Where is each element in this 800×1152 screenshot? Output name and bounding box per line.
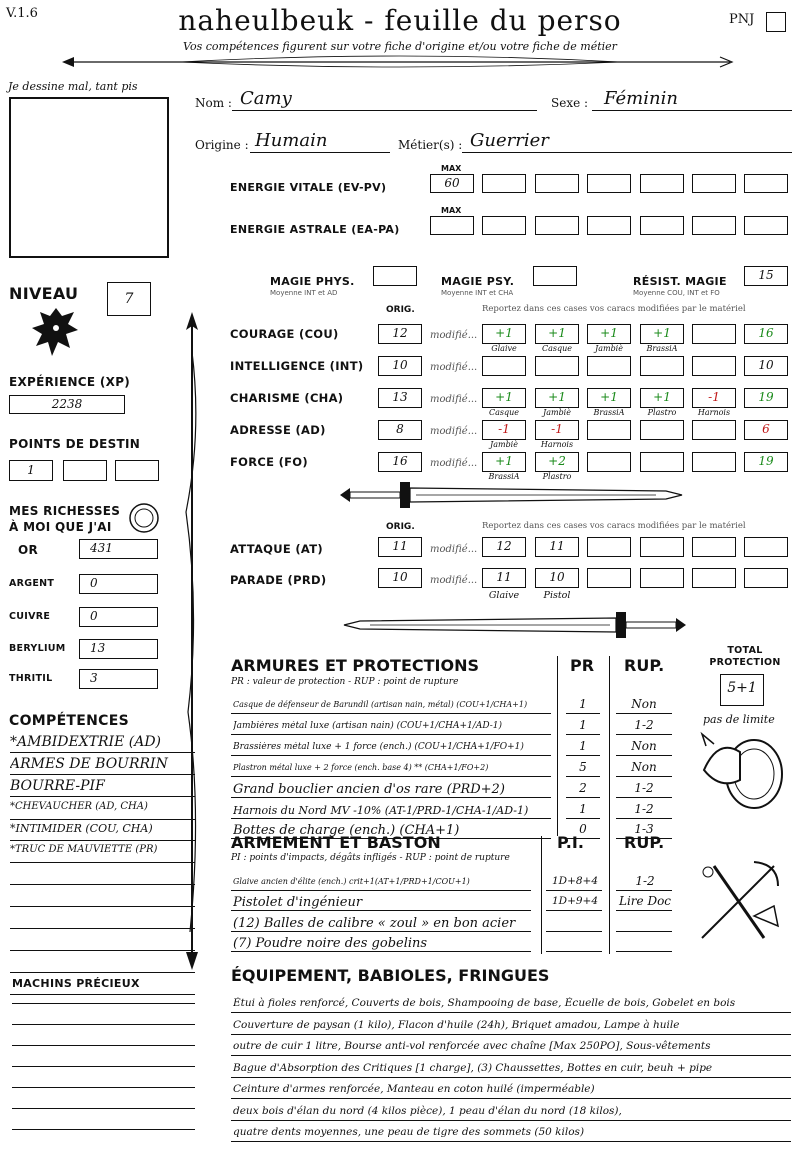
armor-name[interactable]: Harnois du Nord MV -10% (AT-1/PRD-1/CHA-1/AD-1) bbox=[233, 803, 529, 817]
machins-label: MACHINS PRÉCIEUX bbox=[12, 977, 140, 990]
machins-line bbox=[12, 1087, 195, 1088]
armor-name[interactable]: Grand bouclier ancien d'os rare (PRD+2) bbox=[233, 781, 505, 797]
niveau-label: NIVEAU bbox=[9, 284, 79, 303]
ev-box-extra[interactable] bbox=[587, 174, 631, 193]
armor-line bbox=[231, 818, 551, 819]
destin-box-3[interactable] bbox=[115, 460, 159, 481]
armor-rup[interactable]: 1-2 bbox=[634, 718, 654, 732]
armor-rup[interactable]: 1-2 bbox=[634, 802, 654, 816]
combat-orig-0[interactable]: 11 bbox=[378, 537, 422, 557]
armor-line bbox=[616, 734, 672, 735]
money-label-4: THRITIL bbox=[9, 673, 53, 684]
limit-note: pas de limite bbox=[703, 713, 775, 726]
metier-value[interactable]: Guerrier bbox=[470, 130, 549, 151]
stat-modifie-label: modifié... bbox=[430, 458, 478, 469]
armor-line bbox=[566, 797, 600, 798]
stats-note: Reportez dans ces cases vos caracs modifiées par le matériel bbox=[482, 304, 746, 314]
weapon-line bbox=[231, 951, 531, 952]
destin-box-2[interactable] bbox=[63, 460, 107, 481]
combat-label: ATTAQUE (AT) bbox=[230, 542, 323, 556]
stat-label: FORCE (FO) bbox=[230, 455, 308, 469]
equipment-line-text[interactable]: Bague d'Absorption des Critiques [1 charge], (3) Chaussettes, Bottes en cuir, beuh + pipe bbox=[233, 1061, 713, 1074]
origine-value[interactable]: Humain bbox=[255, 130, 328, 151]
stat-mod-caption: Jambiè bbox=[490, 440, 518, 449]
money-label-3: BERYLIUM bbox=[9, 643, 66, 654]
stat-mod-caption: Jambiè bbox=[595, 344, 623, 353]
armor-line bbox=[231, 734, 551, 735]
stat-orig-4[interactable]: 16 bbox=[378, 452, 422, 472]
armement-col-pi: P.I. bbox=[557, 833, 584, 852]
stat-orig-3[interactable]: 8 bbox=[378, 420, 422, 440]
stat-mod-cell[interactable] bbox=[692, 356, 736, 376]
nom-label: Nom : bbox=[195, 96, 232, 110]
ea-max-label: MAX bbox=[441, 206, 462, 215]
weapon-line bbox=[616, 931, 672, 932]
shield-helmet-icon bbox=[696, 730, 786, 812]
ev-box-extra[interactable] bbox=[744, 174, 788, 193]
armures-sub: PR : valeur de protection - RUP : point de rupture bbox=[231, 677, 459, 687]
armor-rup[interactable]: Non bbox=[631, 739, 657, 753]
armement-sub: PI : points d'impacts, dégâts infligés - RUP : point de rupture bbox=[231, 853, 510, 863]
stat-mod-cell[interactable] bbox=[587, 420, 631, 440]
combat-final-cell[interactable] bbox=[744, 568, 788, 588]
stat-orig-1[interactable]: 10 bbox=[378, 356, 422, 376]
resist-magie-label: RÉSIST. MAGIE bbox=[633, 275, 727, 288]
stat-final-0[interactable]: 16 bbox=[744, 324, 788, 344]
stat-mod-caption: Casque bbox=[541, 344, 572, 353]
stat-mod-cell[interactable] bbox=[692, 420, 736, 440]
money-value-4: 3 bbox=[90, 671, 98, 685]
competence-item[interactable]: *AMBIDEXTRIE (AD) bbox=[10, 734, 162, 750]
combat-mod-cell[interactable]: 11 bbox=[482, 568, 526, 588]
ev-label: ENERGIE VITALE (EV-PV) bbox=[230, 181, 387, 194]
combat-mod-cell[interactable] bbox=[640, 568, 684, 588]
combat-final-cell[interactable] bbox=[744, 537, 788, 557]
combat-mod-cell[interactable] bbox=[692, 537, 736, 557]
stat-mod-cell[interactable]: +1 bbox=[535, 388, 579, 408]
equipment-line-text[interactable]: deux bois d'élan du nord (4 kilos pièce), 1 peau d'élan du nord (18 kilos), bbox=[233, 1104, 622, 1117]
resist-magie-value: 15 bbox=[758, 268, 774, 282]
money-label-1: ARGENT bbox=[9, 578, 55, 589]
stat-final-1[interactable]: 10 bbox=[744, 356, 788, 376]
ev-box-extra[interactable] bbox=[692, 174, 736, 193]
competence-line bbox=[10, 994, 195, 995]
ev-value: 60 bbox=[444, 176, 460, 190]
resist-magie-sub: Moyenne COU, INT et FO bbox=[633, 289, 720, 297]
armor-name[interactable]: Jambières métal luxe (artisan nain) (COU+1/CHA+1/AD-1) bbox=[233, 720, 502, 731]
armor-name[interactable]: Casque de défenseur de Barundil (artisan nain, métal) (COU+1/CHA+1) bbox=[233, 700, 528, 709]
competence-line bbox=[10, 884, 195, 885]
equipement-title: ÉQUIPEMENT, BABIOLES, FRINGUES bbox=[231, 966, 550, 985]
weapon-line bbox=[546, 910, 602, 911]
weapons-icon bbox=[694, 856, 784, 946]
metier-label: Métier(s) : bbox=[398, 138, 463, 152]
combat-caption: Glaive bbox=[488, 590, 520, 601]
armor-pr[interactable]: 1 bbox=[579, 739, 587, 753]
stat-mod-cell[interactable]: +1 bbox=[587, 324, 631, 344]
combat-note: Reportez dans ces cases vos caracs modifiées par le matériel bbox=[482, 521, 746, 531]
armor-line bbox=[231, 713, 551, 714]
stat-mod-caption: Jambiè bbox=[543, 408, 571, 417]
competence-item[interactable]: *INTIMIDER (COU, CHA) bbox=[10, 822, 153, 835]
stat-mod-cell[interactable]: +2 bbox=[535, 452, 579, 472]
pnj-checkbox[interactable] bbox=[766, 12, 786, 32]
armures-title: ARMURES ET PROTECTIONS bbox=[231, 656, 479, 675]
sheet-subtitle: Vos compétences figurent sur votre fiche d'origine et/ou votre fiche de métier bbox=[183, 40, 617, 53]
competence-line bbox=[10, 906, 195, 907]
portrait-box[interactable] bbox=[9, 97, 169, 258]
ea-box-extra[interactable] bbox=[482, 216, 526, 235]
weapon-name[interactable]: (12) Balles de calibre « zoul » en bon acier bbox=[233, 915, 516, 931]
stat-label: COURAGE (COU) bbox=[230, 327, 339, 341]
ea-box[interactable] bbox=[430, 216, 474, 235]
armor-line bbox=[616, 797, 672, 798]
stat-mod-cell[interactable] bbox=[640, 452, 684, 472]
armor-name[interactable]: Bottes de charge (ench.) (CHA+1) bbox=[233, 822, 460, 838]
armures-col-pr: PR bbox=[570, 656, 595, 675]
stat-modifie-label: modifié... bbox=[430, 394, 478, 405]
armor-line bbox=[566, 734, 600, 735]
armor-rup[interactable]: 1-3 bbox=[634, 822, 654, 836]
stat-mod-caption: Plastro bbox=[542, 472, 572, 481]
stat-mod-cell[interactable]: +1 bbox=[587, 388, 631, 408]
version-label: V.1.6 bbox=[6, 6, 38, 21]
armor-line bbox=[616, 818, 672, 819]
dragon-icon bbox=[30, 302, 82, 360]
competence-line bbox=[10, 752, 195, 753]
stat-mod-caption: Harnois bbox=[697, 408, 731, 417]
armor-pr[interactable]: 1 bbox=[579, 718, 587, 732]
stat-mod-cell[interactable]: +1 bbox=[640, 324, 684, 344]
stat-mod-cell[interactable]: +1 bbox=[482, 388, 526, 408]
equipment-line bbox=[231, 1012, 791, 1013]
combat-mod-cell[interactable] bbox=[587, 568, 631, 588]
ea-box-extra[interactable] bbox=[744, 216, 788, 235]
armor-pr[interactable]: 5 bbox=[579, 760, 587, 774]
armor-line bbox=[616, 755, 672, 756]
stat-label: ADRESSE (AD) bbox=[230, 423, 326, 437]
stat-mod-cell[interactable]: +1 bbox=[535, 324, 579, 344]
stat-mod-cell[interactable]: +1 bbox=[482, 324, 526, 344]
magie-psy-sub: Moyenne INT et CHA bbox=[441, 289, 514, 297]
equipment-line-text[interactable]: Ceinture d'armes renforcée, Manteau en coton huilé (imperméable) bbox=[233, 1083, 595, 1095]
coin-icon bbox=[128, 502, 160, 534]
machins-line bbox=[12, 1129, 195, 1130]
pnj-label: PNJ bbox=[729, 12, 755, 27]
magie-phys-label: MAGIE PHYS. bbox=[270, 275, 355, 288]
machins-line bbox=[12, 1003, 195, 1004]
machins-line bbox=[12, 1108, 195, 1109]
weapon-line bbox=[616, 910, 672, 911]
armement-col-rup: RUP. bbox=[624, 833, 665, 852]
stat-mod-caption: BrassiA bbox=[593, 408, 625, 417]
machins-line bbox=[12, 1045, 195, 1046]
competence-item[interactable]: ARMES DE BOURRIN bbox=[10, 756, 168, 772]
money-value-2: 0 bbox=[90, 609, 98, 623]
ev-box-extra[interactable] bbox=[482, 174, 526, 193]
niveau-value: 7 bbox=[124, 291, 134, 307]
weapon-pi[interactable]: 1D+9+4 bbox=[551, 895, 599, 907]
armor-name[interactable]: Brassières métal luxe + 1 force (ench.) (COU+1/CHA+1/FO+1) bbox=[233, 741, 524, 752]
weapon-line bbox=[231, 910, 531, 911]
armor-line bbox=[566, 818, 600, 819]
ea-box-extra[interactable] bbox=[535, 216, 579, 235]
armor-line bbox=[566, 755, 600, 756]
weapon-name[interactable]: Glaive ancien d'élite (ench.) crit+1(AT+1/PRD+1/COU+1) bbox=[233, 877, 470, 886]
armor-pr[interactable]: 1 bbox=[579, 697, 587, 711]
competence-line bbox=[10, 774, 195, 775]
armor-pr[interactable]: 2 bbox=[579, 781, 587, 795]
stat-mod-caption: Glaive bbox=[491, 344, 517, 353]
stat-final-4[interactable]: 19 bbox=[744, 452, 788, 472]
machins-line bbox=[12, 1066, 195, 1067]
competences-label: COMPÉTENCES bbox=[9, 713, 129, 729]
destin-value: 1 bbox=[27, 463, 35, 477]
competence-item[interactable]: *CHEVAUCHER (AD, CHA) bbox=[10, 801, 148, 812]
combat-mod-cell[interactable]: 10 bbox=[535, 568, 579, 588]
origine-label: Origine : bbox=[195, 138, 249, 152]
equipment-line bbox=[231, 1141, 791, 1142]
armor-rup[interactable]: Non bbox=[631, 760, 657, 774]
ea-label: ENERGIE ASTRALE (EA-PA) bbox=[230, 223, 400, 236]
stat-mod-cell[interactable]: -1 bbox=[692, 388, 736, 408]
competence-line bbox=[10, 819, 195, 820]
portrait-label: Je dessine mal, tant pis bbox=[8, 80, 138, 93]
weapon-name[interactable]: Pistolet d'ingénieur bbox=[233, 894, 363, 910]
magie-psy-box[interactable] bbox=[533, 266, 577, 286]
stat-mod-cell[interactable] bbox=[482, 356, 526, 376]
stat-label: CHARISME (CHA) bbox=[230, 391, 344, 405]
weapon-line bbox=[616, 890, 672, 891]
equipment-line bbox=[231, 1120, 791, 1121]
stat-orig-2[interactable]: 13 bbox=[378, 388, 422, 408]
nom-value[interactable]: Camy bbox=[240, 88, 292, 109]
armor-rup[interactable]: 1-2 bbox=[634, 781, 654, 795]
armor-line bbox=[231, 797, 551, 798]
weapon-rup[interactable]: Lire Doc bbox=[618, 894, 672, 908]
richesses-label-2: À MOI QUE J'AI bbox=[9, 520, 112, 534]
combat-mod-cell[interactable] bbox=[640, 537, 684, 557]
equipment-line bbox=[231, 1034, 791, 1035]
combat-mod-cell[interactable] bbox=[587, 537, 631, 557]
stat-modifie-label: modifié... bbox=[430, 330, 478, 341]
stat-mod-cell[interactable] bbox=[640, 356, 684, 376]
combat-modifie-label: modifié... bbox=[430, 575, 478, 586]
competence-line bbox=[10, 928, 195, 929]
stats-orig-label: ORIG. bbox=[386, 305, 415, 315]
stat-mod-cell[interactable] bbox=[692, 452, 736, 472]
competence-item[interactable]: BOURRE-PIF bbox=[10, 778, 105, 794]
ea-box-extra[interactable] bbox=[692, 216, 736, 235]
machins-line bbox=[12, 1024, 195, 1025]
stat-mod-cell[interactable]: +1 bbox=[482, 452, 526, 472]
magie-psy-label: MAGIE PSY. bbox=[441, 275, 515, 288]
stat-mod-cell[interactable]: -1 bbox=[535, 420, 579, 440]
sword-icon-2 bbox=[340, 608, 690, 642]
weapon-name[interactable]: (7) Poudre noire des gobelins bbox=[233, 935, 428, 951]
equipment-line-text[interactable]: Couverture de paysan (1 kilo), Flacon d'huile (24h), Briquet amadou, Lampe à huile bbox=[233, 1018, 680, 1031]
combat-mod-cell[interactable] bbox=[692, 568, 736, 588]
armor-line bbox=[231, 776, 551, 777]
weapon-line bbox=[546, 951, 602, 952]
equipment-line-text[interactable]: quatre dents moyennes, une peau de tigre des sommets (50 kilos) bbox=[233, 1126, 585, 1138]
competence-line bbox=[10, 840, 195, 841]
competence-line bbox=[10, 796, 195, 797]
stat-final-2[interactable]: 19 bbox=[744, 388, 788, 408]
stat-mod-caption: Plastro bbox=[647, 408, 677, 417]
combat-label: PARADE (PRD) bbox=[230, 573, 327, 587]
competence-line bbox=[10, 950, 195, 951]
sheet-title: naheulbeuk - feuille du perso bbox=[178, 4, 622, 37]
weapon-rup[interactable]: 1-2 bbox=[635, 874, 655, 888]
weapon-line bbox=[546, 890, 602, 891]
armement-title: ARMEMENT ET BASTON bbox=[231, 833, 441, 852]
ev-box-extra[interactable] bbox=[535, 174, 579, 193]
armor-line bbox=[616, 713, 672, 714]
stat-mod-caption: Harnois bbox=[540, 440, 574, 449]
armures-col-rup: RUP. bbox=[624, 656, 665, 675]
money-value-1: 0 bbox=[90, 576, 98, 590]
armor-line bbox=[616, 776, 672, 777]
magie-phys-box[interactable] bbox=[373, 266, 417, 286]
equipment-line bbox=[231, 1077, 791, 1078]
combat-mod-cell[interactable]: 11 bbox=[535, 537, 579, 557]
stat-modifie-label: modifié... bbox=[430, 426, 478, 437]
competence-line bbox=[10, 972, 195, 973]
stat-mod-cell[interactable] bbox=[640, 420, 684, 440]
equipment-line-text[interactable]: Étui à fioles renforcé, Couverts de bois, Shampooing de base, Écuelle de bois, Gobelet en bois bbox=[233, 997, 736, 1009]
xp-label: EXPÉRIENCE (XP) bbox=[9, 375, 131, 389]
arrow-ornament-icon bbox=[60, 54, 740, 70]
total-protection-label: TOTAL PROTECTION bbox=[709, 645, 781, 668]
competence-line bbox=[10, 862, 195, 863]
sword-icon bbox=[336, 478, 686, 512]
stat-final-3[interactable]: 6 bbox=[744, 420, 788, 440]
stat-mod-cell[interactable]: -1 bbox=[482, 420, 526, 440]
armor-line bbox=[231, 755, 551, 756]
stat-mod-cell[interactable] bbox=[692, 324, 736, 344]
stat-mod-caption: BrassiA bbox=[646, 344, 678, 353]
armor-pr[interactable]: 1 bbox=[579, 802, 587, 816]
armor-line bbox=[566, 713, 600, 714]
competence-item[interactable]: *TRUC DE MAUVIETTE (PR) bbox=[10, 844, 158, 855]
stat-label: INTELLIGENCE (INT) bbox=[230, 359, 364, 373]
total-protection-value: 5+1 bbox=[727, 680, 757, 696]
combat-caption: Pistol bbox=[543, 590, 571, 601]
equipment-line bbox=[231, 1098, 791, 1099]
stat-orig-0[interactable]: 12 bbox=[378, 324, 422, 344]
combat-modifie-label: modifié... bbox=[430, 544, 478, 555]
armor-line bbox=[566, 776, 600, 777]
xp-value: 2238 bbox=[51, 397, 83, 411]
money-label-0: OR bbox=[18, 543, 39, 557]
weapon-line bbox=[616, 951, 672, 952]
sexe-value[interactable]: Féminin bbox=[604, 88, 678, 109]
stat-mod-caption: Casque bbox=[488, 408, 519, 417]
combat-mod-cell[interactable]: 12 bbox=[482, 537, 526, 557]
armor-rup[interactable]: Non bbox=[631, 697, 657, 711]
armor-name[interactable]: Plastron métal luxe + 2 force (ench. base 4) ** (CHA+1/FO+2) bbox=[233, 763, 489, 772]
money-value-3: 13 bbox=[90, 641, 106, 655]
destin-label: POINTS DE DESTIN bbox=[9, 437, 141, 451]
stat-mod-cell[interactable] bbox=[587, 452, 631, 472]
weapon-line bbox=[231, 890, 531, 891]
equipment-line-text[interactable]: outre de cuir 1 litre, Bourse anti-vol renforcée avec chaîne [Max 250PO], Sous-vêtements bbox=[233, 1040, 711, 1052]
spear-icon bbox=[180, 312, 204, 972]
combat-orig-label: ORIG. bbox=[386, 522, 415, 532]
stat-mod-cell[interactable]: +1 bbox=[640, 388, 684, 408]
armor-pr[interactable]: 0 bbox=[579, 822, 587, 836]
weapon-line bbox=[231, 931, 531, 932]
stat-mod-cell[interactable] bbox=[587, 356, 631, 376]
ev-max-label: MAX bbox=[441, 164, 462, 173]
stat-modifie-label: modifié... bbox=[430, 362, 478, 373]
richesses-label-1: MES RICHESSES bbox=[9, 504, 121, 518]
ev-box-extra[interactable] bbox=[640, 174, 684, 193]
weapon-pi[interactable]: 1D+8+4 bbox=[551, 875, 599, 887]
equipment-line bbox=[231, 1055, 791, 1056]
sexe-label: Sexe : bbox=[551, 96, 589, 110]
magie-phys-sub: Moyenne INT et AD bbox=[270, 289, 338, 297]
money-label-2: CUIVRE bbox=[9, 611, 51, 622]
combat-orig-1[interactable]: 10 bbox=[378, 568, 422, 588]
stat-mod-cell[interactable] bbox=[535, 356, 579, 376]
stat-mod-caption: BrassiA bbox=[488, 472, 520, 481]
weapon-line bbox=[546, 931, 602, 932]
money-value-0: 431 bbox=[90, 541, 113, 555]
ea-box-extra[interactable] bbox=[640, 216, 684, 235]
ea-box-extra[interactable] bbox=[587, 216, 631, 235]
